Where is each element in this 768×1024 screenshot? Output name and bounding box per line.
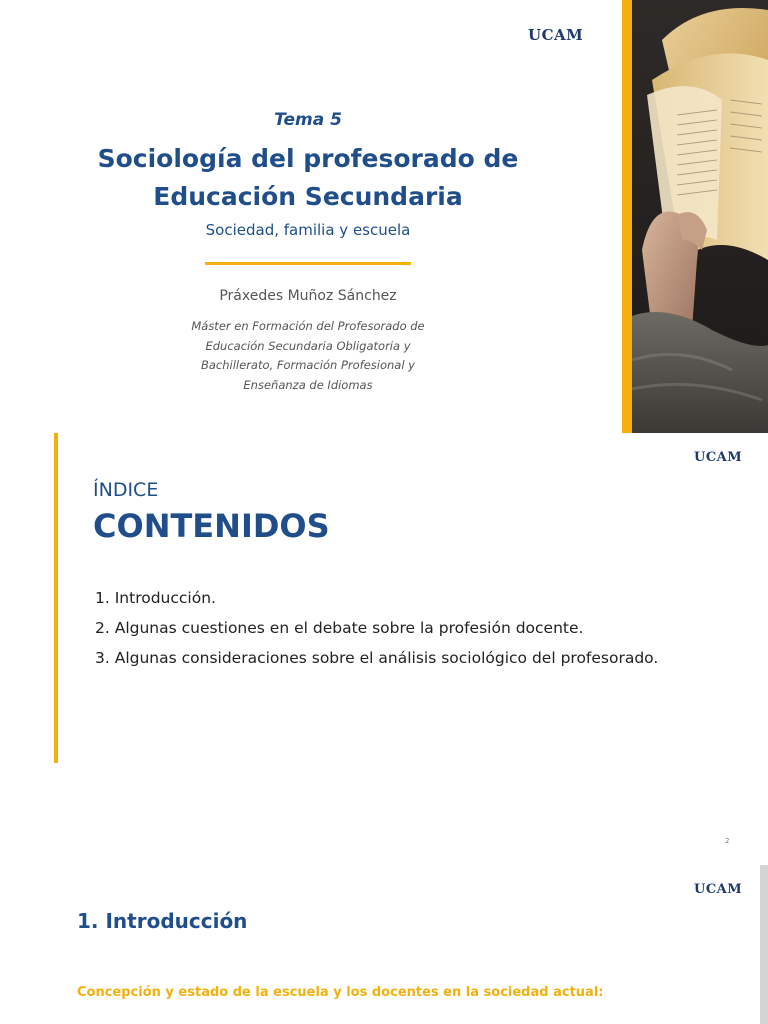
cover-title-line-1: Sociología del profesorado de <box>97 144 519 173</box>
master-line: Enseñanza de Idiomas <box>243 377 373 392</box>
index-kicker: ÍNDICE <box>93 479 159 501</box>
cover-master-program <box>160 317 456 395</box>
page-number: 2 <box>725 837 730 845</box>
accent-bar <box>622 0 632 433</box>
ucam-logo: UCAM <box>694 882 743 897</box>
open-book-photo-icon <box>622 0 768 433</box>
cover-title <box>70 140 546 216</box>
ucam-logo: UCAM <box>694 450 743 465</box>
accent-bar <box>54 433 58 763</box>
cover-slide <box>0 0 768 433</box>
topic-number: Tema 5 <box>274 110 342 130</box>
index-slide <box>0 433 768 865</box>
cover-author: Práxedes Muñoz Sánchez <box>219 288 397 304</box>
cover-subtitle: Sociedad, familia y escuela <box>205 221 411 239</box>
cover-title-line-2: Educación Secundaria <box>153 182 463 211</box>
contents-item: 2. Algunas cuestiones en el debate sobre la profesión docente. <box>95 619 584 637</box>
cover-divider <box>205 262 411 265</box>
section-title: 1. Introducción <box>77 909 248 933</box>
master-line: Bachillerato, Formación Profesional y <box>200 358 415 372</box>
master-line: Máster en Formación del Profesorado de <box>191 319 425 333</box>
introduction-slide <box>0 865 768 1024</box>
index-title: CONTENIDOS <box>93 507 330 545</box>
contents-item: 1. Introducción. <box>95 589 216 607</box>
master-line: Educación Secundaria Obligatoria y <box>205 338 411 353</box>
contents-item: 3. Algunas consideraciones sobre el análisis sociológico del profesorado. <box>95 649 659 667</box>
section-subtitle: Concepción y estado de la escuela y los docentes en la sociedad actual: <box>77 985 604 1000</box>
contents-list <box>95 583 658 673</box>
ucam-logo: UCAM <box>528 26 584 44</box>
scroll-edge <box>760 865 768 1024</box>
